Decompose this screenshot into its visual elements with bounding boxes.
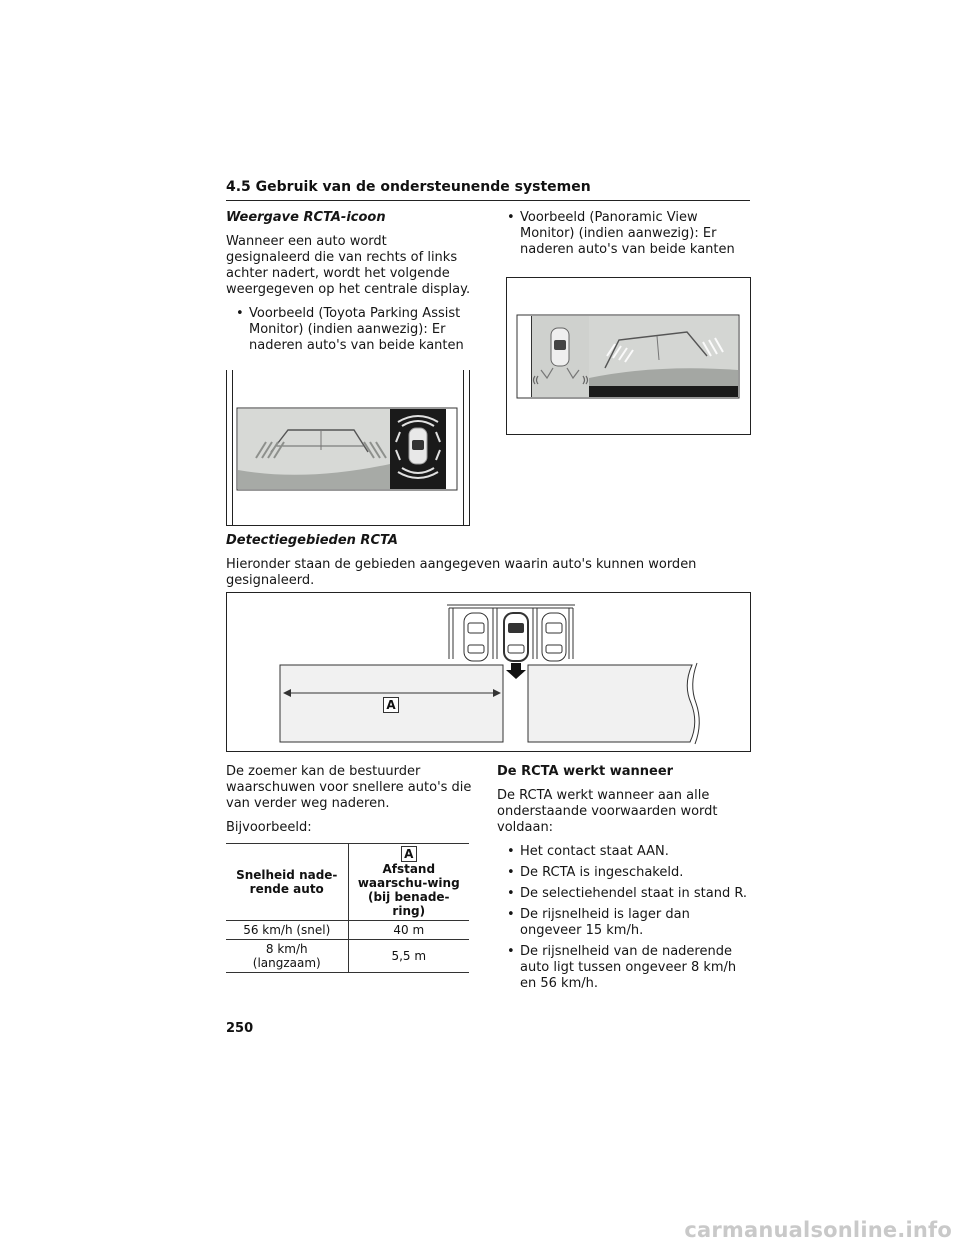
lower-left-column xyxy=(226,764,472,973)
example-label: Bijvoorbeeld: xyxy=(226,820,312,835)
rcta-works-heading: De RCTA werkt wanneer xyxy=(497,764,674,779)
list-item: • De rijsnelheid van de naderende auto ligt tussen ongeveer 8 km/h en 56 km/h. xyxy=(497,944,749,992)
list-item: • Het contact staat AAN. xyxy=(497,844,749,860)
figure-pvm-display xyxy=(506,277,751,435)
figure-detection-areas xyxy=(226,592,751,752)
section-header: 4.5 Gebruik van de ondersteunende systemen xyxy=(226,179,750,201)
detection-heading: Detectiegebieden RCTA xyxy=(226,533,398,548)
rcta-intro-text: Wanneer een auto wordt gesignaleerd die van rechts of links achter nadert, wordt het volgende weergegeven op het centrale display. xyxy=(226,234,471,297)
distance-a-label: A xyxy=(401,846,417,862)
row2-speed: 8 km/h (langzaam) xyxy=(226,940,348,973)
row1-distance: 40 m xyxy=(348,921,469,940)
left-column-top xyxy=(226,210,472,354)
bullet-pvm-text: Voorbeeld (Panoramic View Monitor) (indien aanwezig): Er naderen auto's van beide kanten xyxy=(520,210,735,257)
page-number: 250 xyxy=(226,1021,254,1036)
col-speed-header: Snelheid nade-rende auto xyxy=(226,844,348,921)
rcta-icon-heading: Weergave RCTA-icoon xyxy=(226,210,386,225)
table-header-row xyxy=(226,844,469,921)
pvm-display-illustration xyxy=(507,278,750,434)
lower-right-column xyxy=(497,764,749,992)
conditions-list xyxy=(497,844,749,992)
speed-distance-table xyxy=(226,843,469,973)
detection-text: Hieronder staan de gebieden aangegeven waarin auto's kunnen worden gesignaleerd. xyxy=(226,557,697,588)
bullet-pvm-example xyxy=(497,210,749,258)
tpam-display-illustration xyxy=(226,370,470,526)
bullet-tpam-text: Voorbeeld (Toyota Parking Assist Monitor) (indien aanwezig): Er naderen auto's van beide kanten xyxy=(249,306,464,353)
buzzer-text: De zoemer kan de bestuurder waarschuwen voor snellere auto's die van verder weg naderen. xyxy=(226,764,472,811)
bullet-tpam-example xyxy=(226,306,472,354)
watermark-text: carmanualsonline.info xyxy=(684,1218,952,1242)
row1-speed: 56 km/h (snel) xyxy=(226,921,348,940)
list-item: • De rijsnelheid is lager dan ongeveer 15 km/h. xyxy=(497,907,749,939)
figure-tpam-display xyxy=(226,370,470,526)
detection-area-a-label: A xyxy=(383,697,399,713)
list-item: • De RCTA is ingeschakeld. xyxy=(497,865,749,881)
table-row xyxy=(226,940,469,973)
row2-distance: 5,5 m xyxy=(348,940,469,973)
table-row xyxy=(226,921,469,940)
right-column-top xyxy=(497,210,749,258)
list-item: • De selectiehendel staat in stand R. xyxy=(497,886,749,902)
col-distance-header: A Afstand waarschu-wing (bij benade-ring) xyxy=(348,844,469,921)
detection-areas-illustration xyxy=(227,593,750,751)
rcta-works-intro: De RCTA werkt wanneer aan alle onderstaande voorwaarden wordt voldaan: xyxy=(497,788,718,835)
